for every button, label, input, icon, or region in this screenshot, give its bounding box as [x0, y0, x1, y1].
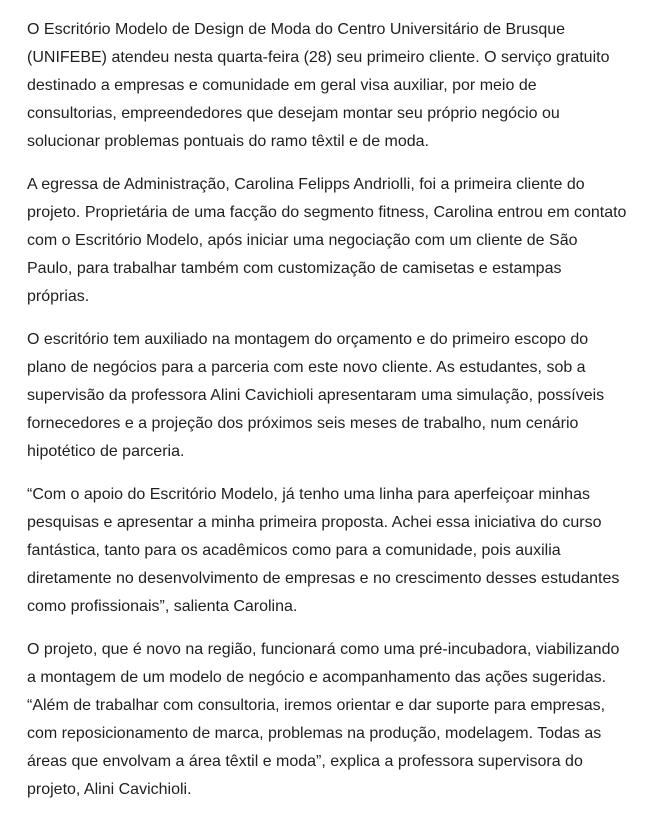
article-paragraph-4-quote: “Com o apoio do Escritório Modelo, já tenho uma linha para aperfeiçoar minhas pesquisas e apresentar a minha primeira proposta. Achei essa iniciativa do curso fantástica, tanto para os acadêmicos como para a comunidade, pois auxilia diretamente no desenvolvimento de empresas e no crescimento desses estudantes como profissionais”, salienta Carolina. [27, 486, 620, 615]
article-paragraph-2: A egressa de Administração, Carolina Felipps Andriolli, foi a primeira cliente do projeto. Proprietária de uma facção do segmento fitness, Carolina entrou em contato com o Escritório Modelo, após iniciar uma negociação com um cliente de São Paulo, para trabalhar também com customização de camisetas e estampas próprias. [27, 176, 627, 305]
article-paragraph-1: O Escritório Modelo de Design de Moda do Centro Universitário de Brusque (UNIFEBE) atendeu nesta quarta-feira (28) seu primeiro cliente. O serviço gratuito destinado a empresas e comunidade em geral visa auxiliar, por meio de consultorias, empreendedores que desejam montar seu próprio negócio ou solucionar problemas pontuais do ramo têxtil e de moda. [27, 21, 610, 150]
article-body [27, 16, 627, 804]
article-paragraph-3: O escritório tem auxiliado na montagem do orçamento e do primeiro escopo do plano de negócios para a parceria com este novo cliente. As estudantes, sob a supervisão da professora Alini Cavichioli apresentaram uma simulação, possíveis fornecedores e a projeção dos próximos seis meses de trabalho, num cenário hipotético de parceria. [27, 331, 605, 460]
article-paragraph-5: O projeto, que é novo na região, funcionará como uma pré-incubadora, viabilizando a montagem de um modelo de negócio e acompanhamento das ações sugeridas. “Além de trabalhar com consultoria, iremos orientar e dar suporte para empresas, com reposicionamento de marca, problemas na produção, modelagem. Todas as áreas que envolvam a área têxtil e moda”, explica a professora supervisora do projeto, Alini Cavichioli. [27, 641, 620, 798]
